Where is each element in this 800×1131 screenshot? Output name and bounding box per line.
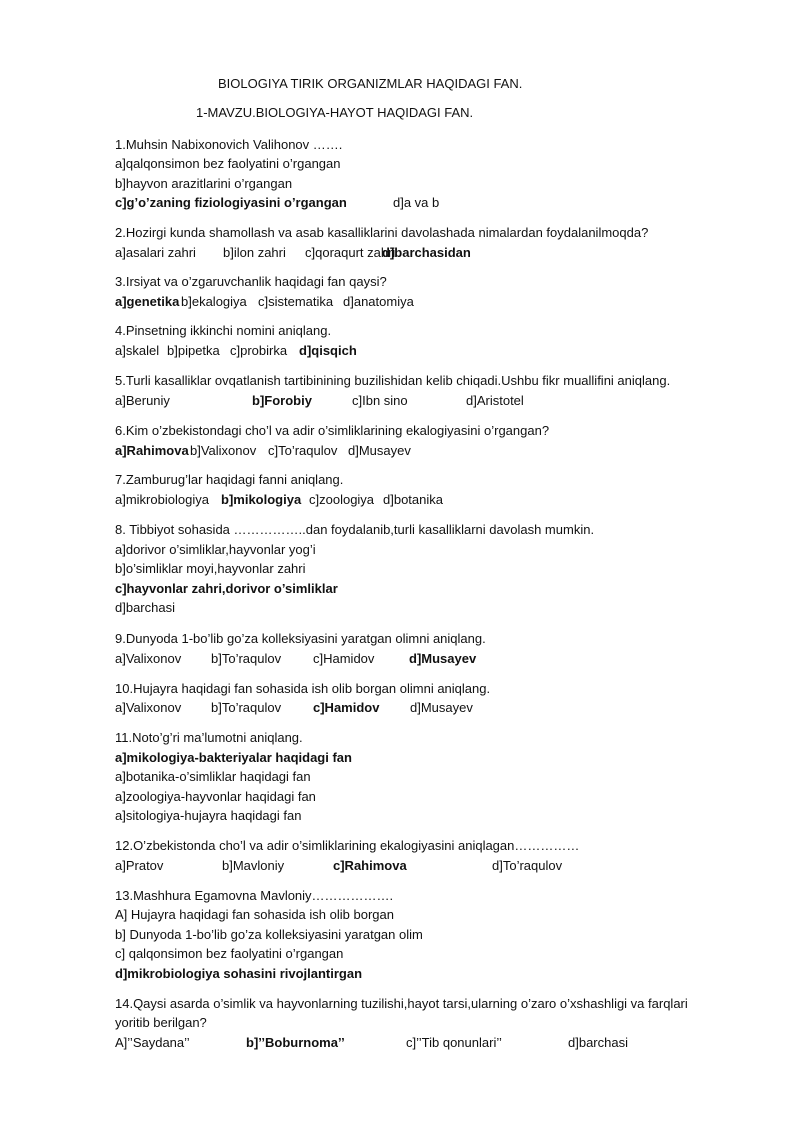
- q7-option-c: c]zoologiya: [309, 492, 375, 507]
- q1-option-c-answer: c]g’o’zaning fiziologiyasini o’rgangan: [115, 195, 347, 210]
- q13-option-b: b] Dunyoda 1-bo’lib go’za kolleksiyasini yaratgan olim: [115, 927, 423, 942]
- q5-option-a: a]Beruniy: [115, 393, 170, 408]
- q13-option-d-answer: d]mikrobiologiya sohasini rivojlantirgan: [115, 966, 363, 981]
- q8-option-c-answer: c]hayvonlar zahri,dorivor o’simliklar: [115, 581, 338, 596]
- q4-option-c: c]probirka: [230, 343, 288, 358]
- q11-option-2: a]botanika-o’simliklar haqidagi fan: [115, 769, 311, 784]
- q12-option-d: d]To’raqulov: [492, 858, 563, 873]
- q7-option-a: a]mikrobiologiya: [115, 492, 209, 507]
- q4-option-a: a]skalel: [115, 343, 160, 358]
- question-13: 13.Mashhura Egamovna Mavloniy……………….: [115, 888, 394, 903]
- q9-option-c: c]Hamidov: [313, 651, 375, 666]
- q5-option-b-answer: b]Forobiy: [252, 393, 312, 408]
- document-title: BIOLOGIYA TIRIK ORGANIZMLAR HAQIDAGI FAN.: [218, 76, 523, 91]
- q1-option-d: d]a va b: [393, 195, 440, 210]
- q6-option-c: c]To’raqulov: [268, 443, 338, 458]
- question-10: 10.Hujayra haqidagi fan sohasida ish olib borgan olimni aniqlang.: [115, 681, 491, 696]
- q14-option-d: d]barchasi: [568, 1035, 628, 1050]
- q10-option-d: d]Musayev: [410, 700, 473, 715]
- q11-option-4: a]sitologiya-hujayra haqidagi fan: [115, 808, 302, 823]
- question-1: 1.Muhsin Nabixonovich Valihonov …….: [115, 137, 343, 152]
- q13-option-c: c] qalqonsimon bez faolyatini o’rgangan: [115, 946, 344, 961]
- question-9: 9.Dunyoda 1-bo’lib go’za kolleksiyasini yaratgan olimni aniqlang.: [115, 631, 486, 646]
- q2-option-d-answer: d]barchasidan: [382, 245, 471, 260]
- question-8: 8. Tibbiyot sohasida ……………..dan foydalanib,turli kasalliklarni davolash mumkin.: [115, 522, 595, 537]
- q8-option-d: d]barchasi: [115, 600, 175, 615]
- question-5: 5.Turli kasalliklar ovqatlanish tartibinining buzilishidan kelib chiqadi.Ushbu fikr muallifini aniqlang.: [115, 373, 671, 388]
- q6-option-d: d]Musayev: [348, 443, 411, 458]
- q10-option-a: a]Valixonov: [115, 700, 182, 715]
- q5-option-d: d]Aristotel: [466, 393, 524, 408]
- q1-option-a: a]qalqonsimon bez faolyatini o’rgangan: [115, 156, 341, 171]
- q10-option-b: b]To’raqulov: [211, 700, 282, 715]
- q8-option-a: a]dorivor o’simliklar,hayvonlar yog’i: [115, 542, 316, 557]
- q8-option-b: b]o’simliklar moyi,hayvonlar zahri: [115, 561, 306, 576]
- q1-option-b: b]hayvon arazitlarini o’rgangan: [115, 176, 293, 191]
- question-7: 7.Zamburug’lar haqidagi fanni aniqlang.: [115, 472, 344, 487]
- question-6: 6.Kim o’zbekistondagi cho’l va adir o’simliklarining ekalogiyasini o’rgangan?: [115, 423, 550, 438]
- question-3: 3.Irsiyat va o’zgaruvchanlik haqidagi fan qaysi?: [115, 274, 387, 289]
- q12-option-a: a]Pratov: [115, 858, 164, 873]
- q9-option-a: a]Valixonov: [115, 651, 182, 666]
- q9-option-b: b]To’raqulov: [211, 651, 282, 666]
- question-11: 11.Noto’g’ri ma’lumotni aniqlang.: [115, 730, 303, 745]
- q14-option-a: A]’’Saydana’’: [115, 1035, 190, 1050]
- q3-option-c: c]sistematika: [258, 294, 334, 309]
- document-subtitle: 1-MAVZU.BIOLOGIYA-HAYOT HAQIDAGI FAN.: [196, 105, 474, 120]
- q4-option-d-answer: d]qisqich: [299, 343, 357, 358]
- question-14-line-2: yoritib berilgan?: [115, 1015, 207, 1030]
- question-14-line-1: 14.Qaysi asarda o’simlik va hayvonlarning tuzilishi,hayot tarsi,ularning o’zaro o’xshashligi va farqlari: [115, 996, 688, 1011]
- q10-option-c-answer: c]Hamidov: [313, 700, 380, 715]
- q2-option-b: b]ilon zahri: [223, 245, 286, 260]
- q2-option-c: c]qoraqurt zahri: [305, 245, 396, 260]
- q12-option-c-answer: c]Rahimova: [333, 858, 407, 873]
- q2-option-a: a]asalari zahri: [115, 245, 196, 260]
- q3-option-b: b]ekalogiya: [181, 294, 247, 309]
- q5-option-c: c]Ibn sino: [352, 393, 408, 408]
- q7-option-d: d]botanika: [383, 492, 443, 507]
- q12-option-b: b]Mavloniy: [222, 858, 285, 873]
- q7-option-b-answer: b]mikologiya: [221, 492, 302, 507]
- question-4: 4.Pinsetning ikkinchi nomini aniqlang.: [115, 323, 332, 338]
- q6-option-b: b]Valixonov: [190, 443, 257, 458]
- q3-option-d: d]anatomiya: [343, 294, 414, 309]
- q11-option-3: a]zoologiya-hayvonlar haqidagi fan: [115, 789, 316, 804]
- q13-option-a: A] Hujayra haqidagi fan sohasida ish olib borgan: [115, 907, 394, 922]
- q3-option-a-answer: a]genetika: [115, 294, 180, 309]
- q9-option-d-answer: d]Musayev: [409, 651, 477, 666]
- question-2: 2.Hozirgi kunda shamollash va asab kasalliklarini davolashada nimalardan foydalanilmoqda?: [115, 225, 649, 240]
- q6-option-a-answer: a]Rahimova: [115, 443, 189, 458]
- q4-option-b: b]pipetka: [167, 343, 220, 358]
- q14-option-c: c]’’Tib qonunlari’’: [406, 1035, 502, 1050]
- q11-option-1-answer: a]mikologiya-bakteriyalar haqidagi fan: [115, 750, 352, 765]
- q14-option-b-answer: b]’’Boburnoma’’: [246, 1035, 345, 1050]
- question-12: 12.O’zbekistonda cho’l va adir o’simliklarining ekalogiyasini aniqlagan……………: [115, 838, 580, 853]
